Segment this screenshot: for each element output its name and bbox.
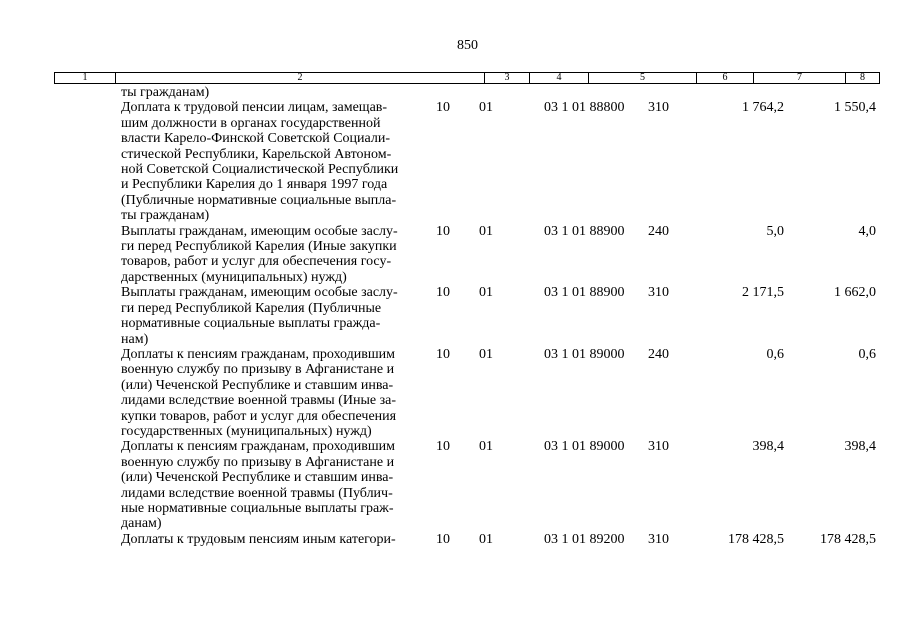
row-description: Выплаты гражданам, имеющим особые заслу- ги перед Республикой Карелия (Иные закупки товаров, работ и услуг для обеспечения госу- дарственных (муниципальных) нужд) xyxy=(121,223,398,285)
table-row xyxy=(0,347,905,439)
table-body xyxy=(0,85,905,547)
target-article-code: 03 1 01 88900 xyxy=(544,285,625,301)
header-col-8: 8 xyxy=(860,72,865,83)
row-description: Доплата к трудовой пенсии лицам, замещав- шим должности в органах государственной власти Карело-Финской Советской Социали- стической Республики, Карельской Автоном- ной Советской Социалистической Республики и Республики Карелия до 1 января 1997 года (Публичные нормативные социальные выпла- ты гражданам) xyxy=(121,100,399,224)
table-row xyxy=(0,224,905,286)
amount-col-7: 5,0 xyxy=(766,223,784,239)
header-col-4: 4 xyxy=(530,73,589,83)
header-col-6: 6 xyxy=(697,73,754,83)
header-col-7: 7 xyxy=(754,73,846,83)
amount-col-8: 398,4 xyxy=(844,439,876,455)
section-code: 10 xyxy=(436,439,450,455)
expense-type-code: 310 xyxy=(648,439,669,455)
subsection-code: 01 xyxy=(479,223,493,239)
target-article-code: 03 1 01 88900 xyxy=(544,223,625,239)
amount-col-7: 1 764,2 xyxy=(742,100,784,116)
amount-col-7: 398,4 xyxy=(752,439,784,455)
header-col-5: 5 xyxy=(589,73,697,83)
amount-col-7: 0,6 xyxy=(766,346,784,362)
header-col-2: 2 xyxy=(116,73,485,83)
section-code: 10 xyxy=(436,531,450,547)
expense-type-code: 240 xyxy=(648,346,669,362)
target-article-code: 03 1 01 89000 xyxy=(544,439,625,455)
page-number: 850 xyxy=(457,38,478,53)
header-col-3: 3 xyxy=(485,73,530,83)
target-article-code: 03 1 01 89200 xyxy=(544,531,625,547)
subsection-code: 01 xyxy=(479,439,493,455)
expense-type-code: 310 xyxy=(648,285,669,301)
expense-type-code: 310 xyxy=(648,531,669,547)
header-col-1: 1 xyxy=(55,73,116,83)
amount-col-7: 2 171,5 xyxy=(742,285,784,301)
section-code: 10 xyxy=(436,100,450,116)
table-row xyxy=(0,532,905,547)
table-row xyxy=(0,439,905,531)
amount-col-8: 178 428,5 xyxy=(820,531,876,547)
section-code: 10 xyxy=(436,346,450,362)
subsection-code: 01 xyxy=(479,100,493,116)
subsection-code: 01 xyxy=(479,346,493,362)
amount-col-7: 178 428,5 xyxy=(728,531,784,547)
target-article-code: 03 1 01 89000 xyxy=(544,346,625,362)
amount-col-8: 1 550,4 xyxy=(834,100,876,116)
table-row xyxy=(0,85,905,100)
table-row xyxy=(0,100,905,223)
subsection-code: 01 xyxy=(479,531,493,547)
expense-type-code: 310 xyxy=(648,100,669,116)
row-description: Выплаты гражданам, имеющим особые заслу- ги перед Республикой Карелия (Публичные нормативные социальные выплаты гражда- нам) xyxy=(121,285,398,347)
amount-col-8: 4,0 xyxy=(858,223,876,239)
amount-col-8: 0,6 xyxy=(858,346,876,362)
amount-col-8: 1 662,0 xyxy=(834,285,876,301)
section-code: 10 xyxy=(436,285,450,301)
table-row xyxy=(0,285,905,347)
section-code: 10 xyxy=(436,223,450,239)
row-description: Доплаты к пенсиям гражданам, проходившим военную службу по призыву в Афганистане и (или) Чеченской Республике и ставшим инва- лидами вследствие военной травмы (Иные за- купки товаров, работ и услуг для обеспечения государственных (муниципальных) нужд) xyxy=(121,346,397,439)
subsection-code: 01 xyxy=(479,285,493,301)
target-article-code: 03 1 01 88800 xyxy=(544,100,625,116)
row-description: ты гражданам) xyxy=(121,85,210,100)
table-header xyxy=(54,72,880,84)
row-description: Доплаты к трудовым пенсиям иным категори- xyxy=(121,531,396,547)
row-description: Доплаты к пенсиям гражданам, проходившим военную службу по призыву в Афганистане и (или) Чеченской Республике и ставшим инва- лидами вследствие военной травмы (Публич- ные нормативные социальные выплаты граж- данам) xyxy=(121,439,396,532)
expense-type-code: 240 xyxy=(648,223,669,239)
